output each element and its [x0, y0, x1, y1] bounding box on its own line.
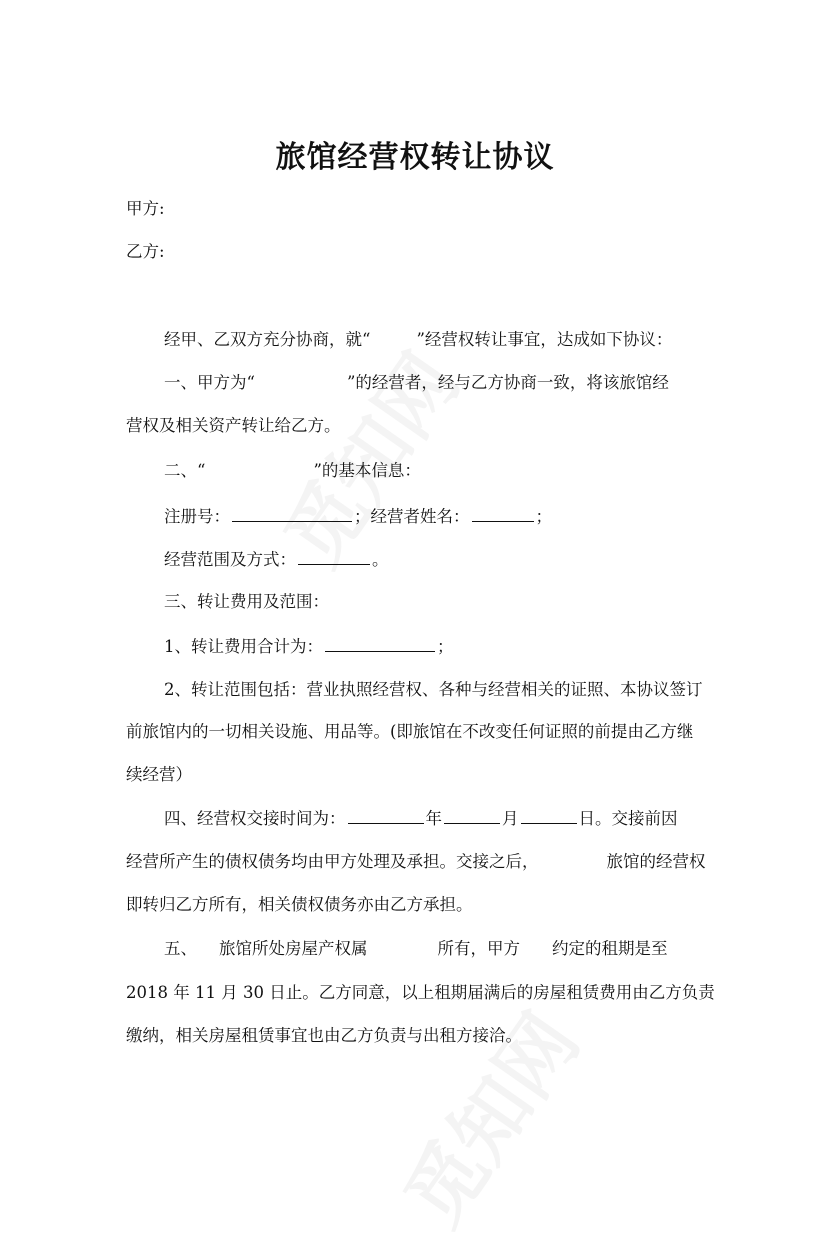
operator-blank[interactable]: [472, 505, 534, 522]
section-2-heading: [164, 461, 421, 481]
s2-text-a: 二、“: [164, 461, 206, 480]
year-blank[interactable]: [348, 807, 424, 824]
fee-blank[interactable]: [325, 635, 435, 652]
document-title: 旅馆经营权转让协议: [275, 140, 555, 175]
month-blank[interactable]: [444, 807, 500, 824]
section-4-line-3: 即转归乙方所有，相关债权债务亦由乙方承担。: [126, 895, 473, 914]
section-5-line-1: [164, 939, 668, 959]
section-4-line-1: [164, 807, 678, 829]
section-5-line-2: 2018 年 11 月 30 日止。乙方同意，以上租期届满后的房屋租赁费用由乙方负责: [126, 983, 715, 1002]
period: 。: [372, 550, 389, 569]
s4-text-b: 旅馆的经营权: [606, 852, 706, 871]
registration-line: [164, 505, 552, 527]
section-1-line-1: [164, 373, 669, 393]
section-5-line-3: 缴纳，相关房屋租赁事宜也由乙方负责与出租方接洽。: [126, 1026, 522, 1045]
fee-semicolon: ；: [437, 637, 454, 656]
s4-text-a: 经营所产生的债权债务均由甲方处理及承担。交接之后，: [126, 852, 539, 871]
year-label: 年: [425, 809, 442, 828]
day-label: 日。交接前因: [578, 809, 678, 828]
range-line-2: 前旅馆内的一切相关设施、用品等。(即旅馆在不改变任何证照的前提由乙方继: [126, 722, 694, 741]
registration-blank[interactable]: [232, 505, 352, 522]
s2-text-b: ”的基本信息：: [313, 461, 421, 480]
month-label: 月: [502, 809, 519, 828]
scope-blank[interactable]: [298, 548, 370, 565]
fee-line: [164, 635, 454, 657]
operator-label: ；经营者姓名：: [354, 507, 470, 526]
fee-label: 1、转让费用合计为：: [164, 637, 323, 656]
semicolon: ；: [535, 507, 552, 526]
intro-text-a: 经甲、乙双方充分协商，就“: [164, 330, 371, 349]
scope-label: 经营范围及方式：: [164, 550, 296, 569]
day-blank[interactable]: [521, 807, 577, 824]
s1-text-a: 一、甲方为“: [164, 373, 255, 392]
section-1-line-2: 营权及相关资产转让给乙方。: [126, 416, 341, 435]
intro-text-b: ”经营权转让事宜，达成如下协议：: [416, 330, 673, 349]
watermark-text: [254, 328, 480, 584]
range-line-1: 2、转让范围包括：营业执照经营权、各种与经营相关的证照、本协议签订: [164, 680, 703, 699]
handover-label: 四、经营权交接时间为：: [164, 809, 346, 828]
s5-text-b: 旅馆所处房屋产权属: [219, 939, 368, 958]
intro-paragraph: [164, 330, 672, 350]
s5-text-c: 所有，甲方: [437, 939, 520, 958]
section-4-line-2: [126, 852, 706, 872]
registration-label: 注册号：: [164, 507, 230, 526]
party-a-label: 甲方:: [126, 199, 165, 218]
s5-text-a: 五、: [164, 939, 197, 958]
range-line-3: 续经营）: [126, 765, 192, 784]
section-3-heading: 三、转让费用及范围：: [164, 592, 329, 611]
scope-line: [164, 548, 389, 570]
s5-text-d: 约定的租期是至: [552, 939, 668, 958]
s1-text-b: ”的经营者，经与乙方协商一致，将该旅馆经: [346, 373, 669, 392]
party-b-label: 乙方:: [126, 242, 165, 261]
